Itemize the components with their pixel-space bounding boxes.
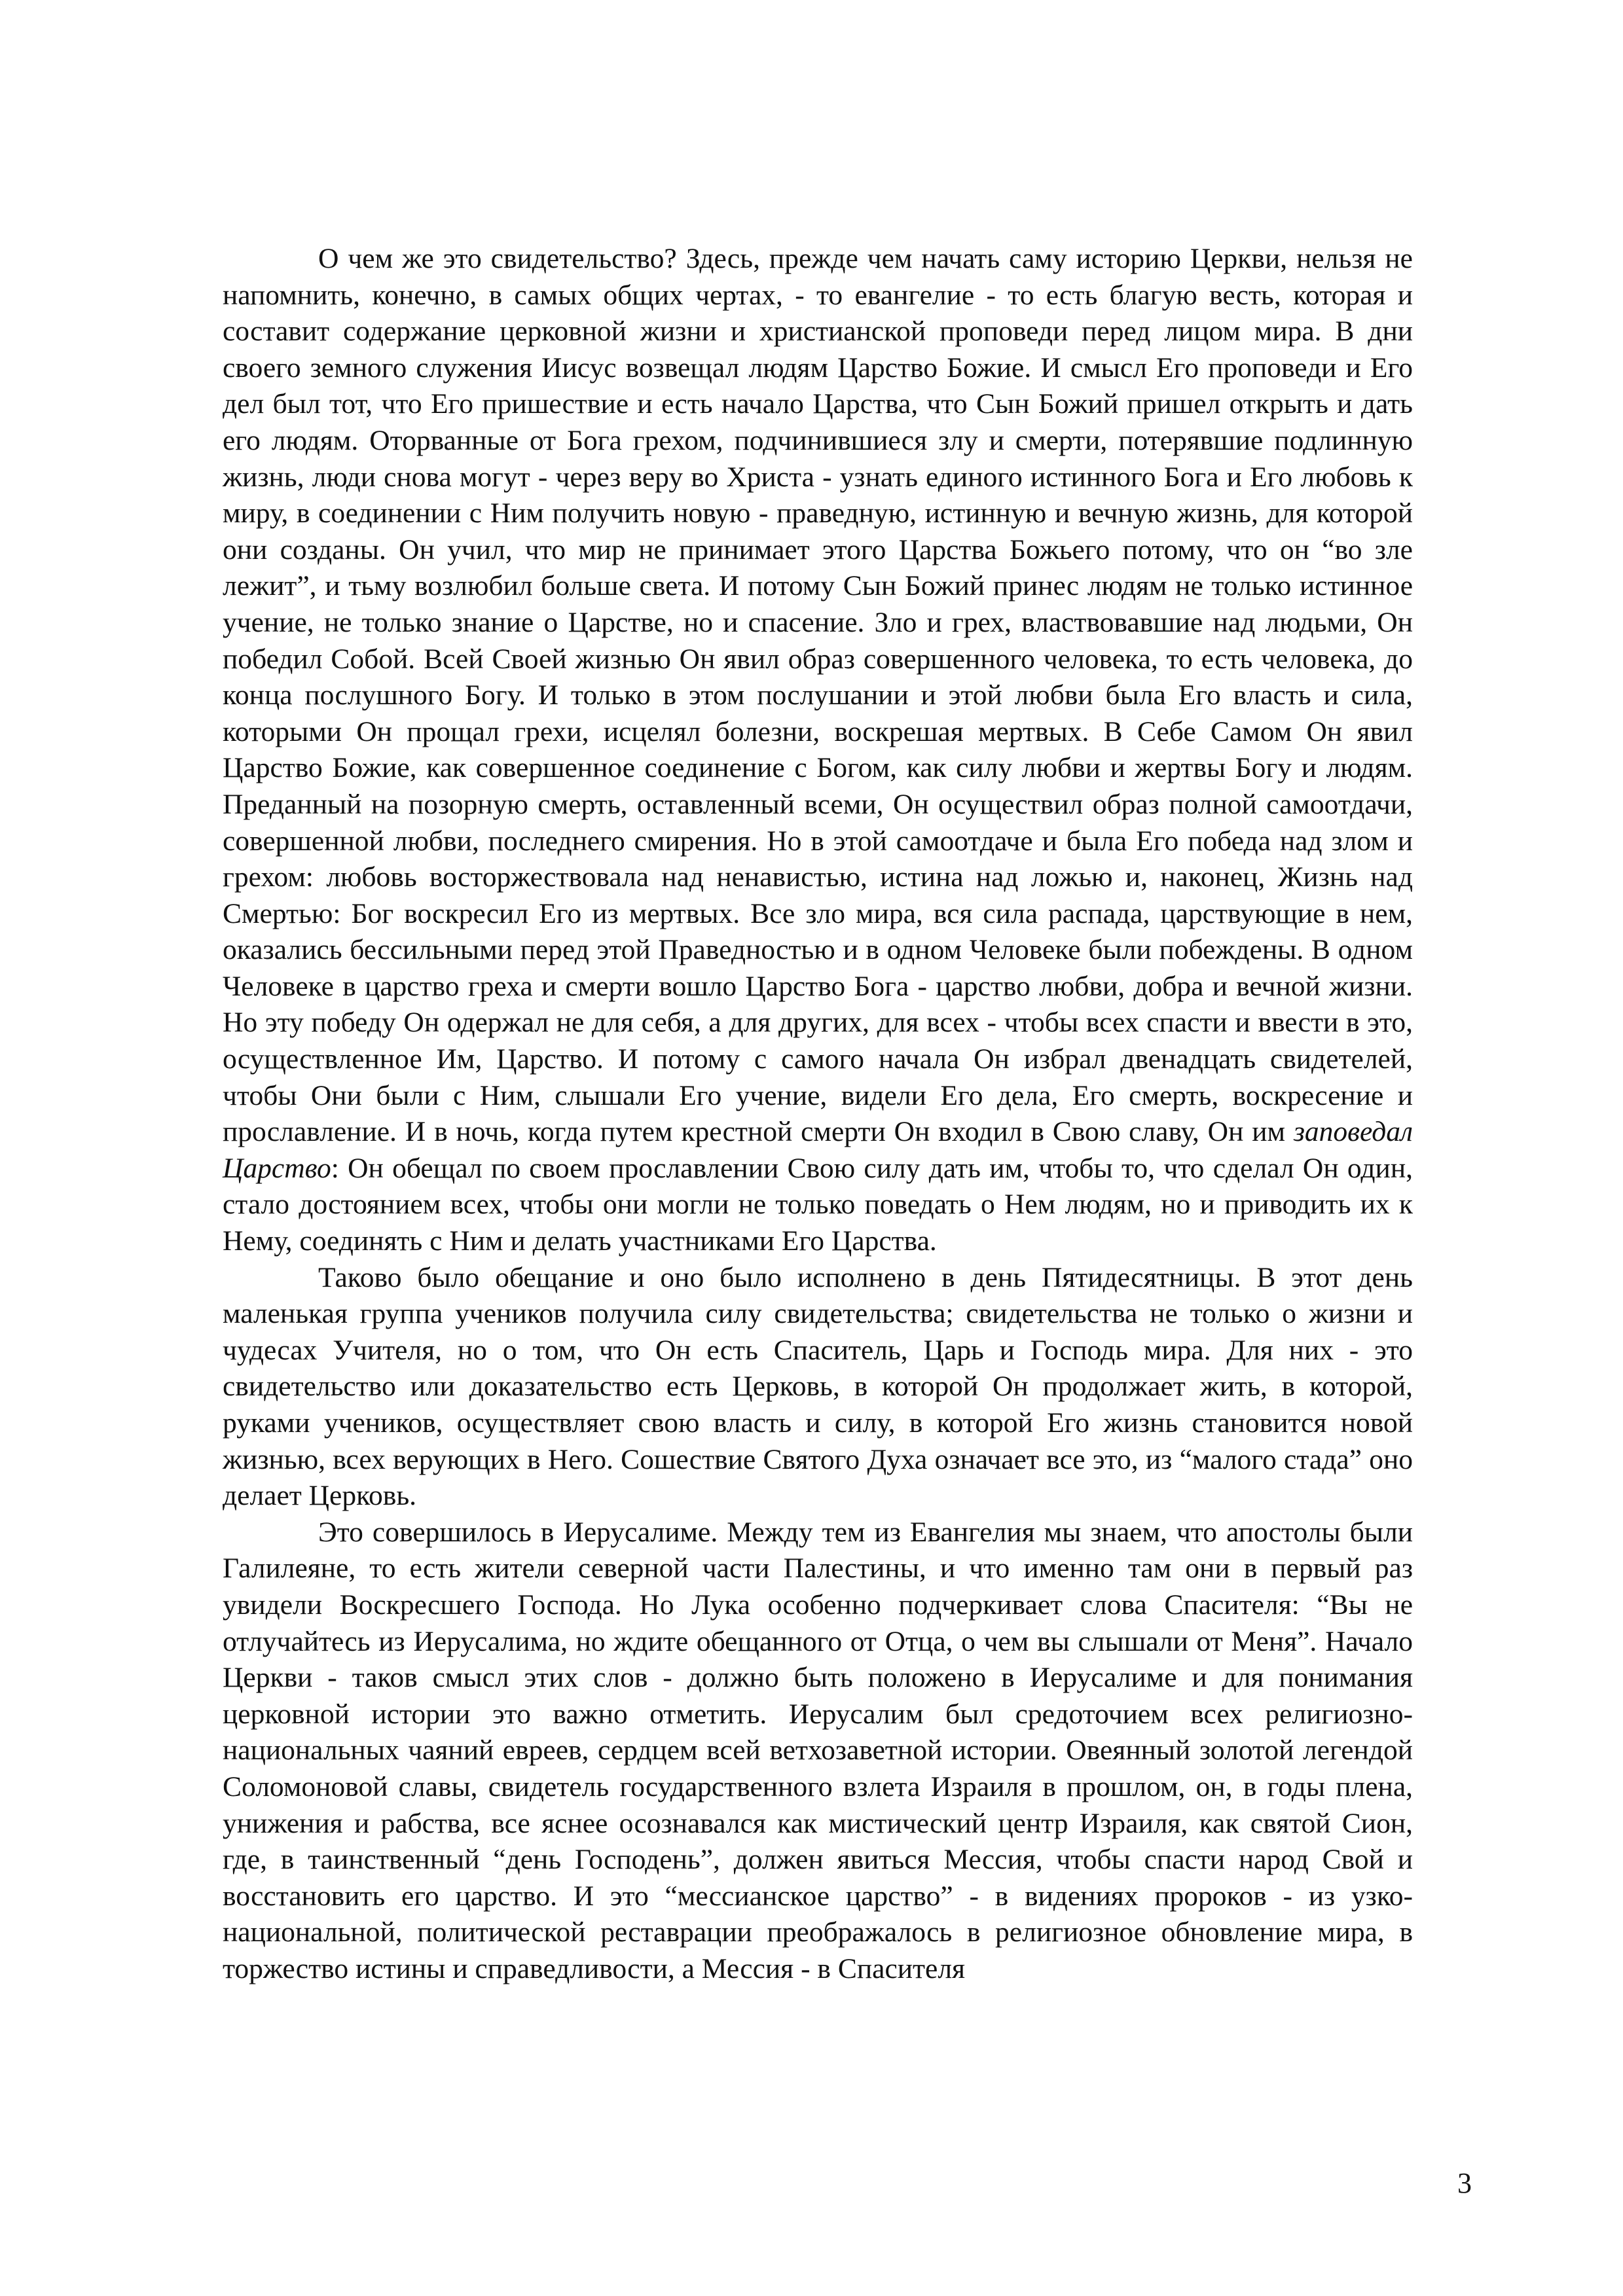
page-number: 3 bbox=[1457, 2167, 1472, 2199]
paragraph-1-text-start: О чем же это свидетельство? Здесь, прежде чем начать саму историю Церкви, нельзя не напомнить, конечно, в самых общих чертах, - то евангелие - то есть благую весть, которая и составит содержание церковной жизни и христианской проповеди перед лицом мира. В дни своего земного служения Иисус возвещал людям Царство Божие. И смысл Его проповеди и Его дел был тот, что Его пришествие и есть начало Царства, что Сын Божий пришел открыть и дать его людям. Оторванные от Бога грехом, подчинившиеся злу и смерти, потерявшие подлинную жизнь, люди снова могут - через веру во Христа - узнать единого истинного Бога и Его любовь к миру, в соединении с Ним получить новую - праведную, истинную и вечную жизнь, для которой они созданы. Он учил, что мир не принимает этого Царства Божьего потому, что он “во зле лежит”, и тьму возлюбил больше света. И потому Сын Божий принес людям не только истинное учение, не только знание о Царстве, но и спасение. Зло и грех, властвовавшие над людьми, Он победил Собой. Всей Своей жизнью Он явил образ совершенного человека, то есть человека, до конца послушного Богу. И только в этом послушании и этой любви была Его власть и сила, которыми Он прощал грехи, исцелял болезни, воскрешая мертвых. В Себе Самом Он явил Царство Божие, как совершенное соединение с Богом, как силу любви и жертвы Богу и людям. Преданный на позорную смерть, оставленный всеми, Он осуществил образ полной самоотдачи, совершенной любви, последнего смирения. Но в этой самоотдаче и была Его победа над злом и грехом: любовь восторжествовала над ненавистью, истина над ложью и, наконец, Жизнь над Смертью: Бог воскресил Его из мертвых. Все зло мира, вся сила распада, царствующие в нем, оказались бессильными перед этой Праведностью и в одном Человеке были побеждены. В одном Человеке в царство греха и смерти вошло Царство Бога - царство любви, добра и вечной жизни. Но эту победу Он одержал не для себя, а для других, для всех - чтобы всех спасти и ввести в это, осуществленное Им, Царство. И потому с самого начала Он избрал двенадцать свидетелей, чтобы Они были с Ним, слышали Его учение, видели Его дела, Его смерть, воскресение и прославление. И в ночь, когда путем крестной смерти Он входил в Свою славу, Он им bbox=[223, 243, 1413, 1148]
emphasized-phrase: заповедал Царство bbox=[223, 1116, 1413, 1184]
document-body bbox=[223, 241, 1413, 1988]
paragraph-1-text-end: : Он обещал по своем прославлении Свою силу дать им, чтобы то, что сделал Он один, стало достоянием всех, чтобы они могли не только поведать о Нем людям, но и приводить их к Нему, соединять с Ним и делать участниками Его Царства. bbox=[223, 1152, 1413, 1257]
paragraph-3: Это совершилось в Иерусалиме. Между тем из Евангелия мы знаем, что апостолы были Галилеяне, то есть жители северной части Палестины, и что именно там они в первый раз увидели Воскресшего Господа. Но Лука особенно подчеркивает слова Спасителя: “Вы не отлучайтесь из Иерусалима, но ждите обещанного от Отца, о чем вы слышали от Меня”. Начало Церкви - таков смысл этих слов - должно быть положено в Иерусалиме и для понимания церковной истории это важно отметить. Иерусалим был средоточием всех религиозно-национальных чаяний евреев, сердцем всей ветхозаветной истории. Овеянный золотой легендой Соломоновой славы, свидетель государственного взлета Израиля в прошлом, он, в годы плена, унижения и рабства, все яснее осознавался как мистический центр Израиля, как святой Сион, где, в таинственный “день Господень”, должен явиться Мессия, чтобы спасти народ Свой и восстановить его царство. И это “мессианское царство” - в видениях пророков - из узко-национальной, политической реставрации преображалось в религиозное обновление мира, в торжество истины и справедливости, а Мессия - в Спасителя bbox=[223, 1516, 1413, 1984]
paragraph-1 bbox=[223, 241, 1413, 1260]
paragraph-2: Таково было обещание и оно было исполнено в день Пятидесятницы. В этот день маленькая группа учеников получила силу свидетельства; свидетельства не только о жизни и чудесах Учителя, но о том, что Он есть Спаситель, Царь и Господь мира. Для них - это свидетельство или доказательство есть Церковь, в которой Он продолжает жить, в которой, руками учеников, осуществляет свою власть и силу, в которой Его жизнь становится новой жизнью, всех верующих в Него. Сошествие Святого Духа означает все это, из “малого стада” оно делает Церковь. bbox=[223, 1261, 1413, 1512]
